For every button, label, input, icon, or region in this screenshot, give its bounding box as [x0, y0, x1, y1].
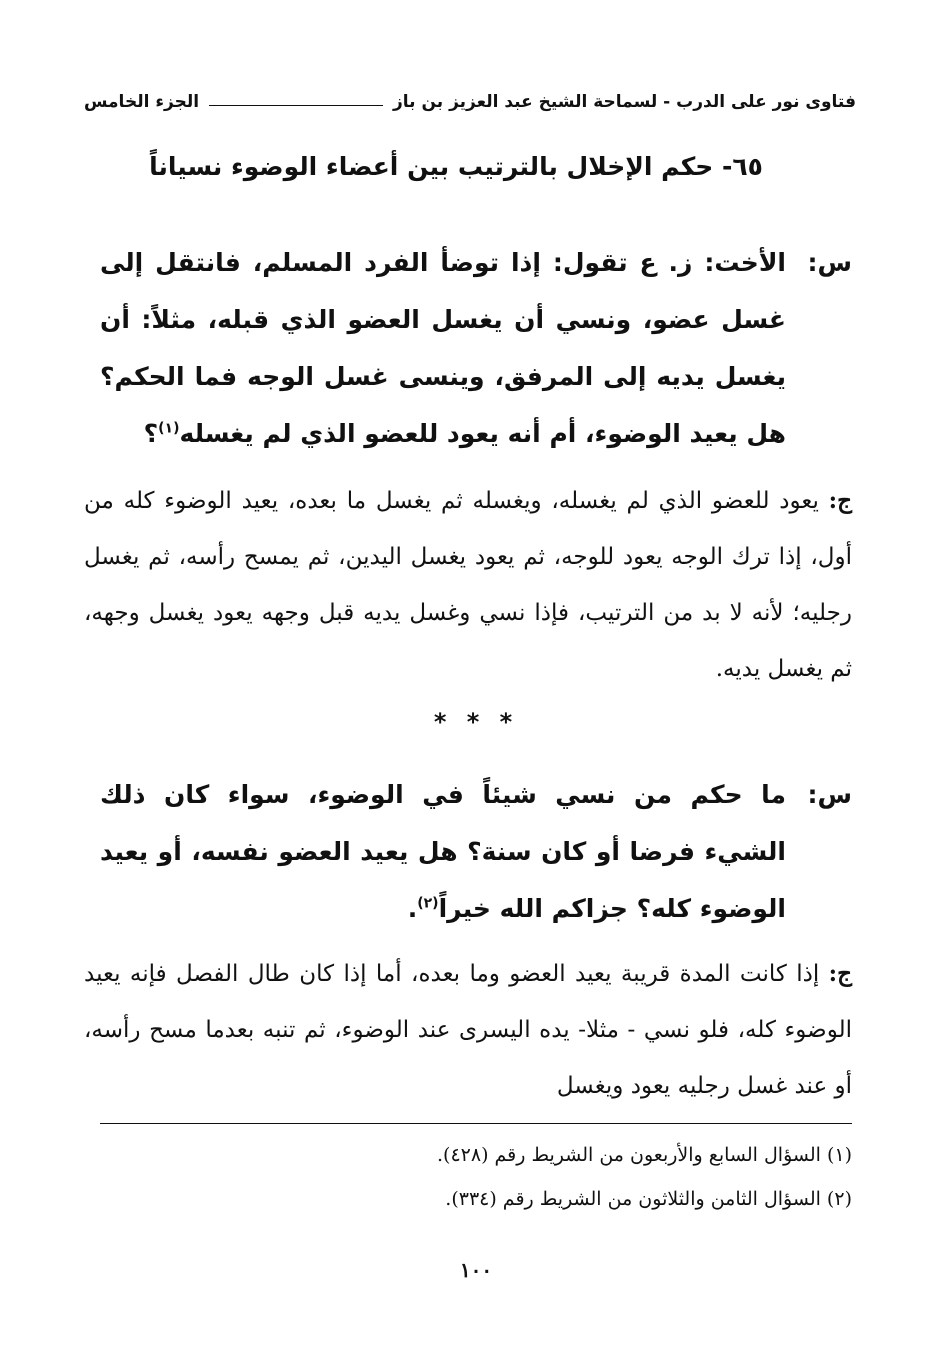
header-rule — [209, 105, 383, 106]
question-end-mark: . — [407, 894, 418, 923]
answer-2 — [84, 946, 852, 1114]
answer-label: ج: — [828, 960, 853, 987]
footnote-2: (٢) السؤال الثامن والثلاثون من الشريط رقم (٣٣٤). — [445, 1188, 852, 1210]
footnote-rule — [100, 1123, 852, 1124]
footnotes — [84, 1133, 852, 1221]
question-label: س: — [807, 248, 852, 277]
question-text-block — [100, 766, 786, 937]
question-text: ما حكم من نسي شيئاً في الوضوء، سواء كان ذلك الشيء فرضا أو كان سنة؟ هل يعيد العضو نفسه، أو يعيد الوضوء كله؟ جزاكم الله خيراً — [100, 780, 786, 923]
question-2 — [100, 766, 852, 937]
section-separator: * * * — [433, 708, 519, 736]
section-title: ٦٥- حكم الإخلال بالترتيب بين أعضاء الوضوء نسياناً — [149, 152, 763, 181]
question-text-block — [100, 234, 786, 462]
question-1 — [100, 234, 852, 462]
book-title: فتاوى نور على الدرب - لسماحة الشيخ عبد العزيز بن باز — [393, 92, 856, 112]
answer-text: يعود للعضو الذي لم يغسله، ويغسله ثم يغسل ما بعده، يعيد الوضوء كله من أول، إذا ترك الوجه يعود للوجه، ثم يعود يغسل اليدين، ثم يمسح رأسه، ثم يغسل رجليه؛ لأنه لا بد من الترتيب، فإذا نسي وغسل يديه قبل وجهه يعود يغسل وجهه، ثم يغسل يديه. — [84, 488, 852, 682]
answer-label: ج: — [828, 487, 853, 514]
answer-1 — [84, 473, 852, 697]
footnote-1: (١) السؤال السابع والأربعون من الشريط رقم (٤٢٨). — [437, 1144, 852, 1166]
page-number: ١٠٠ — [459, 1258, 493, 1282]
question-end-mark: ؟ — [143, 419, 159, 448]
footnote-ref: (١) — [158, 420, 180, 437]
question-text: الأخت: ز. ع تقول: إذا توضأ الفرد المسلم، فانتقل إلى غسل عضو، ونسي أن يغسل العضو الذي قبله، مثلاً: أن يغسل يديه إلى المرفق، وينسى غسل الوجه فما الحكم؟ هل يعيد الوضوء، أم أنه يعود للعضو الذي لم يغسله — [100, 248, 786, 448]
question-label: س: — [807, 780, 852, 809]
footnote-ref: (٢) — [417, 895, 439, 912]
volume-label: الجزء الخامس — [84, 92, 200, 112]
answer-text: إذا كانت المدة قريبة يعيد العضو وما بعده، أما إذا كان طال الفصل فإنه يعيد الوضوء كله، فلو نسي - مثلا- يده اليسرى عند الوضوء، ثم تنبه بعدما مسح رأسه، أو عند غسل رجليه يعود ويغسل — [84, 961, 852, 1099]
running-header — [84, 92, 856, 112]
